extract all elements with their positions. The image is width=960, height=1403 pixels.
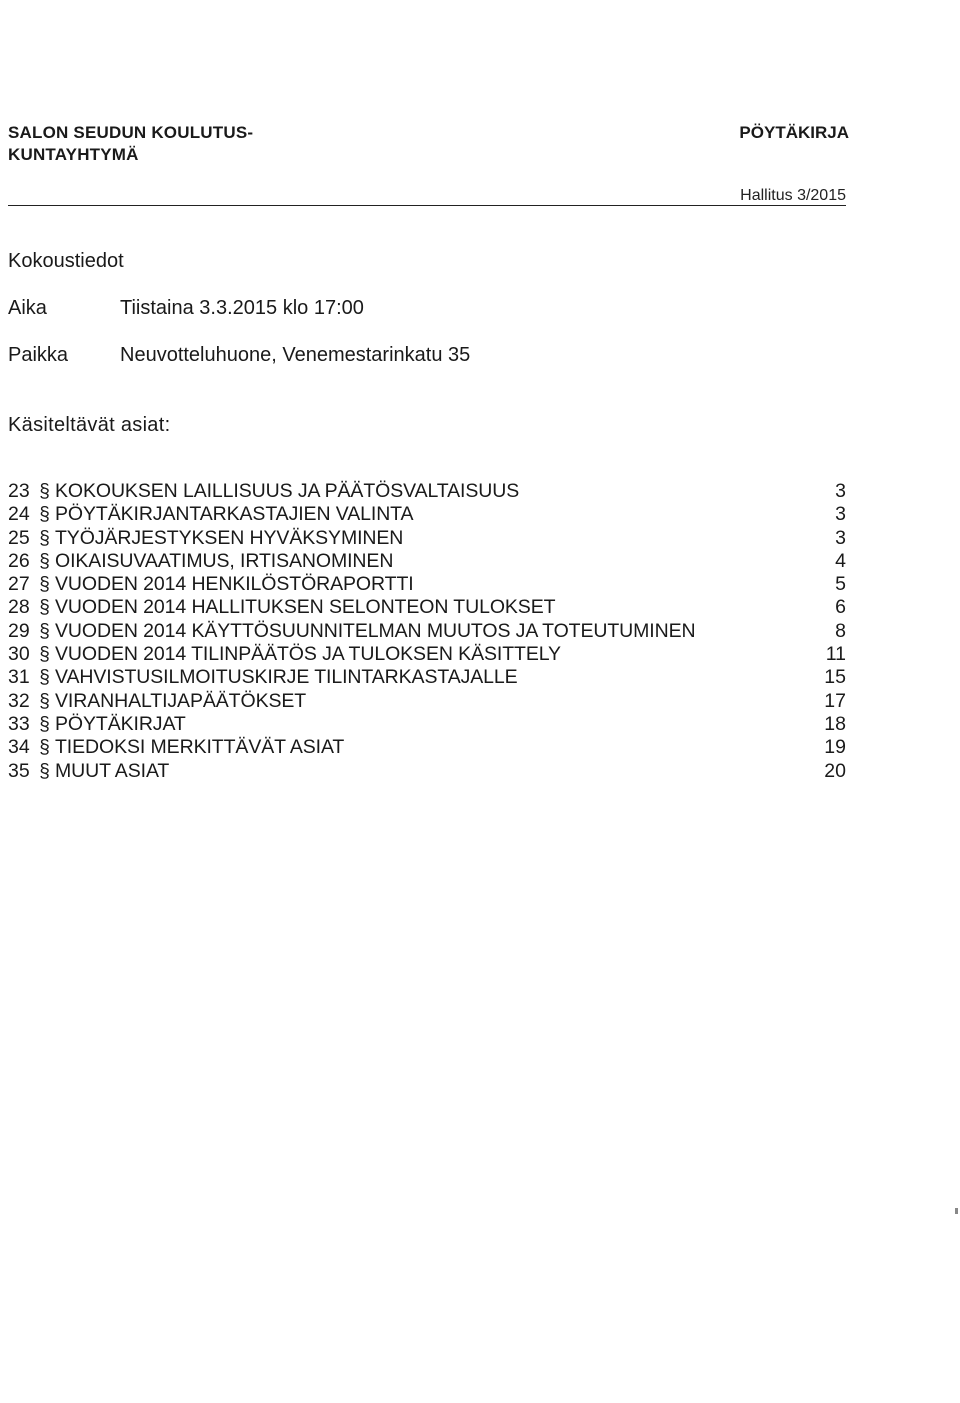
section-sign: § xyxy=(39,574,50,596)
agenda-item-number: 25 xyxy=(8,526,30,549)
organization-name-line2: KUNTAYHTYMÄ xyxy=(8,145,139,164)
agenda-item-number: 30 xyxy=(8,643,30,666)
section-sign: § xyxy=(39,481,50,502)
section-sign: § xyxy=(39,550,50,572)
agenda-item-number: 26 xyxy=(8,549,30,572)
agenda-item-page: 18 xyxy=(824,712,846,735)
agenda-item-title: PÖYTÄKIRJANTARKASTAJIEN VALINTA xyxy=(55,503,414,526)
agenda-item xyxy=(8,760,846,783)
agenda-item xyxy=(8,736,846,759)
agenda-item xyxy=(8,480,846,503)
agenda-item xyxy=(8,573,846,596)
agenda-item-title: MUUT ASIAT xyxy=(55,759,170,782)
agenda-item-number: 33 xyxy=(8,712,30,735)
agenda-item-number: 23 xyxy=(8,480,30,502)
section-sign: § xyxy=(39,713,50,735)
agenda-item-number: 31 xyxy=(8,666,30,689)
agenda-item-number: 32 xyxy=(8,689,30,712)
agenda-item-page: 11 xyxy=(825,643,846,666)
agenda-item-title: VUODEN 2014 HENKILÖSTÖRAPORTTI xyxy=(55,573,414,596)
section-sign: § xyxy=(39,760,50,782)
agenda-item-page: 15 xyxy=(824,666,846,689)
agenda-item-title: VIRANHALTIJAPÄÄTÖKSET xyxy=(55,689,307,712)
agenda-item-title: VAHVISTUSILMOITUSKIRJE TILINTARKASTAJALLE xyxy=(55,666,518,689)
agenda-item-title: OIKAISUVAATIMUS, IRTISANOMINEN xyxy=(55,549,394,572)
agenda-item xyxy=(8,666,846,689)
agenda-item-page: 4 xyxy=(835,549,846,572)
agenda-item xyxy=(8,596,846,619)
agenda-item-page: 3 xyxy=(835,526,846,549)
agenda-item xyxy=(8,550,846,573)
section-sign: § xyxy=(39,620,50,642)
section-sign: § xyxy=(39,644,50,666)
agenda-item-number: 29 xyxy=(8,619,30,642)
meeting-place-row xyxy=(8,343,470,367)
organization-name xyxy=(8,122,253,166)
agenda-item xyxy=(8,620,846,643)
meeting-info-title: Kokoustiedot xyxy=(8,250,124,272)
agenda-item-page: 6 xyxy=(835,596,846,619)
header-divider xyxy=(8,205,846,206)
meeting-place-value: Neuvotteluhuone, Venemestarinkatu 35 xyxy=(120,344,471,366)
meeting-place-label: Paikka xyxy=(8,344,69,366)
agenda-item-title: VUODEN 2014 KÄYTTÖSUUNNITELMAN MUUTOS JA TOTEUTUMINEN xyxy=(55,619,696,642)
agenda-item-page: 3 xyxy=(835,480,846,502)
organization-name-line1: SALON SEUDUN KOULUTUS- xyxy=(8,123,254,142)
agenda-heading: Käsiteltävät asiat: xyxy=(8,414,171,436)
document-type: PÖYTÄKIRJA xyxy=(739,123,849,142)
agenda-item-page: 17 xyxy=(824,689,846,712)
section-sign: § xyxy=(39,504,50,526)
agenda-item-page: 19 xyxy=(824,736,846,759)
section-sign: § xyxy=(39,527,50,549)
meeting-time-row xyxy=(8,296,364,320)
agenda-item-title: VUODEN 2014 TILINPÄÄTÖS JA TULOKSEN KÄSITTELY xyxy=(55,643,561,666)
section-sign: § xyxy=(39,597,50,619)
agenda-item-number: 34 xyxy=(8,736,30,759)
agenda-item-page: 20 xyxy=(824,759,846,782)
agenda-item xyxy=(8,713,846,736)
agenda-item-page: 5 xyxy=(835,573,846,596)
agenda-item xyxy=(8,643,846,666)
scan-mark xyxy=(955,1208,958,1214)
meeting-time-label: Aika xyxy=(8,297,47,319)
meeting-reference: Hallitus 3/2015 xyxy=(740,187,846,204)
meeting-time-value: Tiistaina 3.3.2015 klo 17:00 xyxy=(120,297,364,319)
section-sign: § xyxy=(39,667,50,689)
agenda-item-title: KOKOUKSEN LAILLISUUS JA PÄÄTÖSVALTAISUUS xyxy=(55,480,520,502)
section-sign: § xyxy=(39,737,50,759)
agenda-item-number: 27 xyxy=(8,573,30,596)
agenda-item-title: VUODEN 2014 HALLITUKSEN SELONTEON TULOKSET xyxy=(55,596,556,619)
agenda-item-title: TIEDOKSI MERKITTÄVÄT ASIAT xyxy=(55,736,345,759)
agenda-item xyxy=(8,690,846,713)
agenda-item-page: 8 xyxy=(835,619,846,642)
agenda-item-title: TYÖJÄRJESTYKSEN HYVÄKSYMINEN xyxy=(55,526,404,549)
agenda-item-page: 3 xyxy=(835,503,846,526)
agenda-item xyxy=(8,527,846,550)
agenda-item-number: 28 xyxy=(8,596,30,619)
agenda-item-number: 24 xyxy=(8,503,30,526)
agenda-list xyxy=(8,480,846,783)
section-sign: § xyxy=(39,690,50,712)
agenda-item-title: PÖYTÄKIRJAT xyxy=(55,712,186,735)
agenda-item xyxy=(8,503,846,526)
agenda-item-number: 35 xyxy=(8,759,30,782)
